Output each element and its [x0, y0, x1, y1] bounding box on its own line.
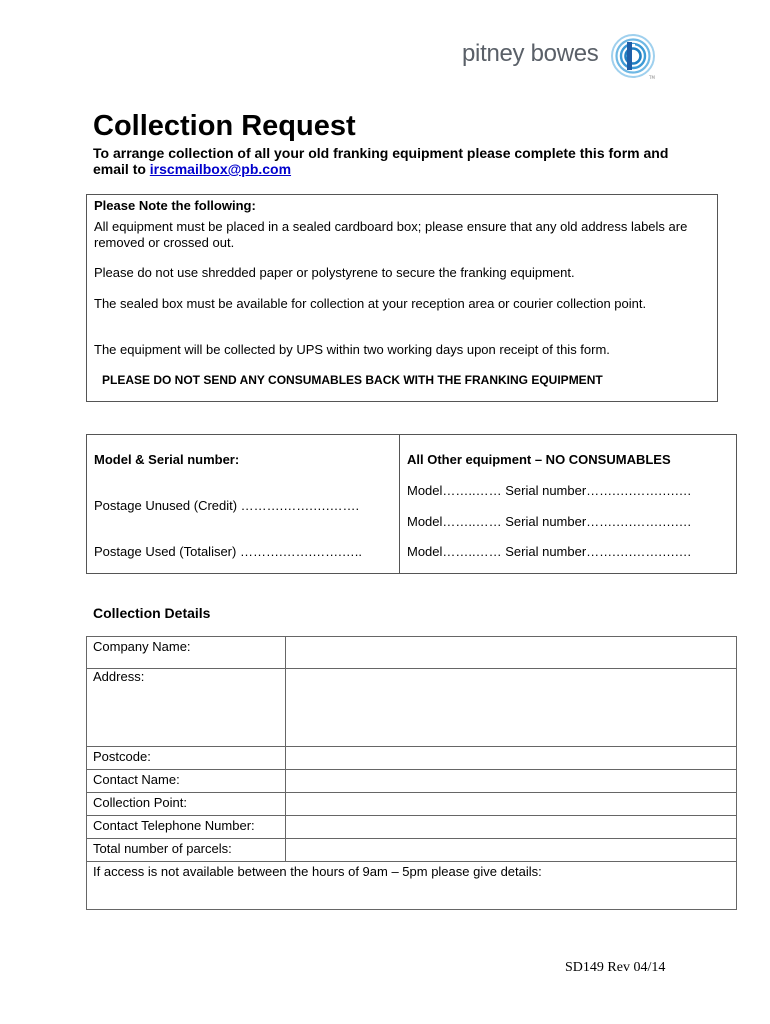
table-row [87, 770, 737, 793]
equipment-table [86, 434, 737, 574]
note-item: All equipment must be placed in a sealed cardboard box; please ensure that any old address labels are removed or crossed out. [94, 219, 688, 250]
field-label: Contact Name: [87, 770, 286, 793]
table-row [87, 747, 737, 770]
postage-used-field[interactable]: Postage Used (Totaliser) ……….…….…….….. [94, 544, 363, 559]
field-label: Company Name: [87, 637, 286, 669]
table-row [87, 669, 737, 747]
table-row [87, 793, 737, 816]
access-details-field[interactable]: If access is not available between the hours of 9am – 5pm please give details: [87, 862, 737, 910]
postage-unused-field[interactable]: Postage Unused (Credit) ……….…….….……. [94, 498, 360, 513]
collection-details-table [86, 636, 737, 910]
field-label: Collection Point: [87, 793, 286, 816]
model-serial-heading: Model & Serial number: [94, 452, 240, 467]
model-serial-line[interactable]: Model……..…… Serial number…….….…….….… [407, 514, 692, 529]
svg-text:TM: TM [649, 75, 655, 80]
pitney-bowes-logo-icon [610, 34, 658, 80]
note-item: Please do not use shredded paper or polystyrene to secure the franking equipment. [94, 265, 575, 280]
table-row [87, 816, 737, 839]
field-label: Total number of parcels: [87, 839, 286, 862]
table-row [87, 637, 737, 669]
field-label: Contact Telephone Number: [87, 816, 286, 839]
collection-details-heading: Collection Details [93, 605, 211, 621]
subtitle-text: To arrange collection of all your old franking equipment please complete this form and email to [93, 145, 669, 177]
company-name-input[interactable] [286, 637, 737, 669]
note-item: The sealed box must be available for collection at your reception area or courier collection point. [94, 296, 647, 311]
other-equipment-heading: All Other equipment – NO CONSUMABLES [407, 452, 671, 467]
pitney-bowes-logo [462, 34, 662, 80]
field-label: Address: [87, 669, 286, 747]
model-serial-line[interactable]: Model……..…… Serial number…….….…….….… [407, 544, 692, 559]
consumables-warning: PLEASE DO NOT SEND ANY CONSUMABLES BACK WITH THE FRANKING EQUIPMENT [102, 373, 603, 387]
model-serial-line[interactable]: Model……..…… Serial number…….….…….….… [407, 483, 692, 498]
form-reference: SD149 Rev 04/14 [565, 960, 666, 975]
equipment-divider [399, 435, 400, 573]
note-item: The equipment will be collected by UPS within two working days upon receipt of this form. [94, 342, 610, 357]
email-link[interactable]: irscmailbox@pb.com [149, 161, 292, 177]
notes-heading: Please Note the following: [94, 198, 256, 213]
contact-telephone-input[interactable] [286, 816, 737, 839]
logo-wordmark: pitney bowes [462, 40, 599, 67]
table-row [87, 839, 737, 862]
page-subtitle [93, 145, 693, 177]
page-title: Collection Request [93, 110, 356, 142]
total-parcels-input[interactable] [286, 839, 737, 862]
address-input[interactable] [286, 669, 737, 747]
collection-point-input[interactable] [286, 793, 737, 816]
contact-name-input[interactable] [286, 770, 737, 793]
field-label: Postcode: [87, 747, 286, 770]
table-row [87, 862, 737, 910]
notes-box [86, 194, 718, 402]
postcode-input[interactable] [286, 747, 737, 770]
